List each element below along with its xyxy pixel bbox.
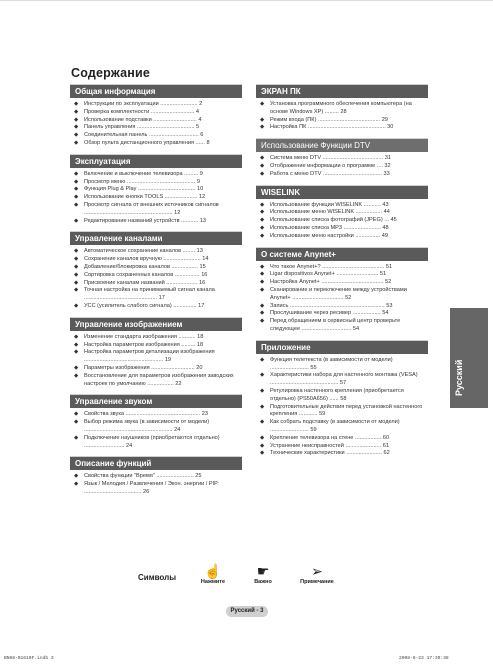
- toc-entry: [256, 101, 428, 117]
- toc-entry: [70, 132, 242, 140]
- toc-entry-text: Регулировка настенного крепления (приобретается отдельно) (PS50A656) ...... 58: [270, 387, 404, 402]
- diamond-bullet-icon: ◆: [74, 263, 79, 270]
- toc-entry: [70, 109, 242, 117]
- toc-entry-text: Работа с меню DTV ...................................... 33: [270, 170, 390, 177]
- toc-section: [70, 394, 242, 450]
- section-heading: ЭКРАН ПК: [256, 84, 428, 98]
- diamond-bullet-icon: ◆: [74, 178, 79, 185]
- language-side-tab: [450, 308, 488, 408]
- toc-entry: [70, 171, 242, 179]
- diamond-bullet-icon: ◆: [74, 279, 79, 286]
- toc-entry: [70, 101, 242, 109]
- toc-entry-text: Добавление/блокировка каналов ................. 15: [84, 263, 206, 270]
- symbol-caption: Нажмите: [200, 579, 226, 585]
- diamond-bullet-icon: ◆: [260, 356, 265, 363]
- section-heading: Управление каналами: [70, 231, 242, 245]
- toc-entry: [256, 310, 428, 318]
- toc-section: [70, 231, 242, 310]
- toc-entry: [256, 279, 428, 287]
- toc-entry-text: Технические характеристики ....................... 62: [270, 450, 390, 457]
- diamond-bullet-icon: ◆: [74, 364, 79, 371]
- toc-entry: [256, 271, 428, 279]
- toc-entry-text: Сканирование и переключение между устройствами Anynet+ ................................. 52: [270, 286, 407, 301]
- toc-entry: [70, 473, 242, 481]
- toc-entry: [256, 388, 428, 404]
- diamond-bullet-icon: ◆: [74, 349, 79, 356]
- side-tab-label: Русский: [454, 359, 464, 396]
- toc-entry: [70, 435, 242, 451]
- diamond-bullet-icon: ◆: [74, 341, 79, 348]
- toc-entry: [256, 264, 428, 272]
- section-heading: Управление изображением: [70, 317, 242, 331]
- diamond-bullet-icon: ◆: [260, 318, 265, 325]
- toc-section: [70, 456, 242, 496]
- toc-list: [256, 101, 428, 132]
- section-heading: О системе Anynet+: [256, 247, 428, 261]
- diamond-bullet-icon: ◆: [74, 481, 79, 488]
- toc-entry: [70, 334, 242, 342]
- toc-section: [256, 84, 428, 132]
- diamond-bullet-icon: ◆: [260, 170, 265, 177]
- toc-list: [70, 248, 242, 310]
- diamond-bullet-icon: ◆: [260, 310, 265, 317]
- toc-entry-text: Свойства звука ................................................ 23: [84, 411, 208, 418]
- diamond-bullet-icon: ◆: [74, 302, 79, 309]
- toc-entry-text: Настройка параметров изображения ......... 18: [84, 341, 204, 348]
- toc-entry: [256, 404, 428, 420]
- diamond-bullet-icon: ◆: [74, 372, 79, 379]
- diamond-bullet-icon: ◆: [260, 372, 265, 379]
- toc-entry: [256, 419, 428, 435]
- toc-entry-text: Устранение неисправностей ....................... 61: [270, 442, 389, 449]
- toc-entry: [256, 357, 428, 373]
- toc-entry: [70, 303, 242, 311]
- toc-entry: [70, 194, 242, 202]
- toc-entry-text: Прослушивание через ресивер .................. 54: [270, 310, 389, 317]
- toc-entry-text: Перед обращением в сервисный центр проверьте следующее ................................ 54: [270, 318, 401, 332]
- toc-entry: [70, 179, 242, 187]
- diamond-bullet-icon: ◆: [74, 333, 79, 340]
- toc-entry: [256, 318, 428, 334]
- toc-entry: [70, 202, 242, 218]
- toc-entry: [256, 163, 428, 171]
- toc-entry: [70, 272, 242, 280]
- toc-section: [70, 154, 242, 226]
- toc-entry: [256, 233, 428, 241]
- diamond-bullet-icon: ◆: [74, 101, 79, 107]
- toc-entry-text: УСС (усилитель слабого сигнала) ............... 17: [84, 302, 205, 309]
- toc-entry-text: Настройка Anynet+ ........................................ 52: [270, 279, 392, 286]
- diamond-bullet-icon: ◆: [74, 201, 79, 208]
- toc-entry-text: Просмотр сигнала от внешних источников сигналов ......................................................... 12: [84, 201, 219, 216]
- diamond-bullet-icon: ◆: [260, 442, 265, 449]
- toc-entry: [70, 218, 242, 226]
- toc-entry-text: Что такое Anynet+? ........................................ 51: [270, 263, 393, 270]
- right-column: [256, 84, 428, 464]
- symbol-note: [297, 563, 337, 585]
- toc-entry-text: Отображение информации о программе .... 32: [270, 162, 391, 169]
- diamond-bullet-icon: ◆: [260, 155, 265, 162]
- toc-entry-text: Использование списка фотографий (JPEG) ... 45: [270, 217, 397, 224]
- diamond-bullet-icon: ◆: [260, 124, 265, 131]
- toc-entry-text: Свойства функции "Время" ........................ 25: [84, 473, 202, 480]
- diamond-bullet-icon: ◆: [74, 139, 79, 146]
- toc-entry-text: Как собрать подставку (в зависимости от модели) ......................... 59: [270, 419, 400, 433]
- toc-entry-text: Ligar dispositivos Anynet+ ........................... 51: [270, 271, 387, 278]
- toc-entry-text: Использование списка MP3 ........................ 48: [270, 224, 389, 231]
- diamond-bullet-icon: ◆: [260, 201, 265, 208]
- toc-entry-text: Характеристики набора для настенного монтажа (VESA) ............................................ 57: [270, 372, 418, 387]
- symbol-press: [193, 563, 233, 585]
- toc-list: [256, 202, 428, 241]
- toc-list: [256, 155, 428, 178]
- toc-entry: [256, 171, 428, 179]
- toc-entry-text: Использование меню WISELINK ................. 44: [270, 209, 390, 216]
- toc-entry: [70, 411, 242, 419]
- toc-entry-text: Включение и выключение телевизора ......... 9: [84, 170, 203, 177]
- toc-entry: [256, 303, 428, 311]
- toc-entry: [70, 256, 242, 264]
- toc-entry-text: Система меню DTV ....................................... 31: [270, 155, 392, 162]
- toc-entry-text: Настройка ПК .................................................. 30: [270, 124, 394, 131]
- toc-entry-text: Параметры изображения ............................ 20: [84, 364, 203, 371]
- toc-entry-text: Функция Plug & Play ..................................... 10: [84, 186, 204, 193]
- toc-entry: [256, 372, 428, 388]
- toc-entry-text: Использование меню настройки ................ 49: [270, 232, 388, 239]
- toc-entry-text: Выбор режима звука (в зависимости от модели) ......................................................... 24: [84, 419, 210, 433]
- symbol-caption: Важно: [254, 579, 272, 585]
- diamond-bullet-icon: ◆: [74, 248, 79, 255]
- diamond-bullet-icon: ◆: [260, 434, 265, 441]
- top-border: [0, 0, 493, 1]
- left-column: [70, 84, 242, 503]
- diamond-bullet-icon: ◆: [260, 116, 265, 123]
- toc-entry: [256, 217, 428, 225]
- toc-entry: [256, 225, 428, 233]
- page-title: Содержание: [71, 66, 151, 80]
- diamond-bullet-icon: ◆: [260, 450, 265, 457]
- section-heading: WISELINK: [256, 185, 428, 199]
- toc-entry: [70, 419, 242, 435]
- diamond-bullet-icon: ◆: [260, 224, 265, 231]
- toc-entry: [256, 155, 428, 163]
- toc-entry-text: Панель управления ..................................... 5: [84, 124, 200, 131]
- toc-section: [256, 138, 428, 178]
- diamond-bullet-icon: ◆: [260, 271, 265, 278]
- toc-entry-text: Крепление телевизора на стене ................. 60: [270, 434, 390, 441]
- toc-entry-text: Настройка параметров детализации изображения ................................................... 19: [84, 349, 215, 364]
- toc-section: [70, 317, 242, 389]
- toc-entry-text: Присвоение каналам названий .................... 16: [84, 279, 206, 286]
- toc-entry: [70, 186, 242, 194]
- toc-entry-text: Редактирование названий устройств ........... 13: [84, 217, 206, 224]
- section-heading: Описание функций: [70, 456, 242, 470]
- toc-section: [256, 247, 428, 334]
- section-heading: Общая информация: [70, 84, 242, 98]
- diamond-bullet-icon: ◆: [260, 387, 265, 394]
- toc-entry-text: Сортировка сохраненных каналов ................ 16: [84, 271, 208, 278]
- toc-entry-text: Язык / Мелодия / Развлечения / Экон. энергии / PIP ..................................... 26: [84, 481, 218, 495]
- toc-entry-text: Функция телетекста (в зависимости от модели) ......................... 55: [270, 356, 393, 371]
- toc-entry-text: Установка программного обеспечения компьютера (на основе Windows XP) ......... 28: [270, 101, 412, 115]
- toc-entry-text: Режим входа (ПК) ........................................ 29: [270, 116, 388, 123]
- toc-entry: [70, 373, 242, 389]
- toc-section: [256, 185, 428, 241]
- diamond-bullet-icon: ◆: [260, 232, 265, 239]
- diamond-bullet-icon: ◆: [260, 162, 265, 169]
- section-heading: Использование Функции DTV: [256, 138, 428, 152]
- note-arrow-icon: ➢: [311, 563, 323, 579]
- diamond-bullet-icon: ◆: [260, 286, 265, 293]
- toc-entry-text: Обзор пульта дистанционного управления ...... 8: [84, 139, 210, 146]
- toc-list: [256, 357, 428, 458]
- toc-entry-text: Точная настройка на принимаемый сигнал канала ............................................... 17: [84, 287, 215, 302]
- toc-entry: [70, 264, 242, 272]
- diamond-bullet-icon: ◆: [74, 108, 79, 115]
- toc-entry-text: Изменение стандарта изображения ........... 18: [84, 333, 204, 340]
- toc-section: [70, 84, 242, 148]
- footer-timestamp: 2008-8-23 17:39:38: [399, 656, 449, 661]
- toc-entry-text: Использование функции WISELINK ........... 43: [270, 201, 389, 208]
- diamond-bullet-icon: ◆: [260, 101, 265, 107]
- toc-entry: [256, 435, 428, 443]
- diamond-bullet-icon: ◆: [74, 170, 79, 177]
- symbols-label: Символы: [138, 573, 177, 582]
- diamond-bullet-icon: ◆: [74, 124, 79, 131]
- section-heading: Приложение: [256, 340, 428, 354]
- toc-entry-text: Соединительная панель ................................ 6: [84, 132, 204, 139]
- section-heading: Управление звуком: [70, 394, 242, 408]
- toc-list: [70, 334, 242, 389]
- diamond-bullet-icon: ◆: [260, 279, 265, 286]
- toc-list: [70, 473, 242, 496]
- toc-entry-text: Сохранение каналов вручную ........................ 14: [84, 256, 209, 263]
- diamond-bullet-icon: ◆: [74, 287, 79, 294]
- page-number: Русский - 3: [226, 606, 268, 617]
- toc-entry: [256, 202, 428, 210]
- diamond-bullet-icon: ◆: [260, 302, 265, 309]
- toc-list: [70, 171, 242, 226]
- symbol-important: [243, 563, 283, 585]
- toc-entry-text: Просмотр меню ............................................ 9: [84, 178, 200, 185]
- diamond-bullet-icon: ◆: [74, 132, 79, 139]
- toc-entry: [256, 450, 428, 458]
- diamond-bullet-icon: ◆: [260, 209, 265, 216]
- diamond-bullet-icon: ◆: [260, 263, 265, 270]
- toc-entry-text: Проверка комплектности ............................ 4: [84, 108, 199, 115]
- diamond-bullet-icon: ◆: [74, 186, 79, 193]
- toc-entry-text: Подготовительные действия перед установкой настенного крепления ............ 59: [270, 403, 423, 418]
- diamond-bullet-icon: ◆: [260, 419, 265, 426]
- important-hand-icon: ☛: [256, 563, 270, 579]
- diamond-bullet-icon: ◆: [74, 217, 79, 224]
- toc-entry: [70, 287, 242, 303]
- symbol-caption: Примечание: [300, 579, 334, 585]
- toc-entry: [256, 209, 428, 217]
- toc-entry: [70, 248, 242, 256]
- diamond-bullet-icon: ◆: [74, 256, 79, 263]
- diamond-bullet-icon: ◆: [74, 411, 79, 418]
- toc-entry-text: Подключение наушников (приобретаются отдельно) .......................... 24: [84, 434, 220, 449]
- toc-entry: [70, 140, 242, 148]
- toc-entry-text: Использование подставки ............................ 4: [84, 116, 202, 123]
- toc-entry: [70, 365, 242, 373]
- diamond-bullet-icon: ◆: [260, 217, 265, 224]
- diamond-bullet-icon: ◆: [74, 116, 79, 123]
- footer-file-info: BN68-01610F.indb 3: [4, 656, 54, 661]
- diamond-bullet-icon: ◆: [74, 434, 79, 441]
- toc-list: [70, 411, 242, 450]
- diamond-bullet-icon: ◆: [74, 271, 79, 278]
- toc-entry: [256, 443, 428, 451]
- diamond-bullet-icon: ◆: [260, 403, 265, 410]
- toc-section: [256, 340, 428, 458]
- toc-list: [256, 264, 428, 334]
- toc-list: [70, 101, 242, 148]
- toc-entry: [256, 124, 428, 132]
- section-heading: Эксплуатация: [70, 154, 242, 168]
- toc-entry-text: Восстановление для параметров изображения заводских настроек по умолчанию ................. 22: [84, 372, 234, 387]
- toc-entry: [70, 117, 242, 125]
- press-hand-icon: ☝: [204, 563, 222, 579]
- diamond-bullet-icon: ◆: [74, 194, 79, 201]
- toc-entry: [70, 349, 242, 365]
- toc-entry-text: Автоматическое сохранение каналов ........ 13: [84, 248, 203, 255]
- toc-entry: [70, 481, 242, 497]
- toc-entry-text: Использование кнопки TOOLS ..................... 12: [84, 194, 206, 201]
- diamond-bullet-icon: ◆: [74, 473, 79, 480]
- toc-entry: [256, 287, 428, 303]
- toc-entry: [70, 124, 242, 132]
- toc-entry-text: Инструкции по эксплуатации ........................ 2: [84, 101, 203, 107]
- diamond-bullet-icon: ◆: [74, 419, 79, 426]
- toc-entry-text: Запись ............................................................. 53: [270, 302, 393, 309]
